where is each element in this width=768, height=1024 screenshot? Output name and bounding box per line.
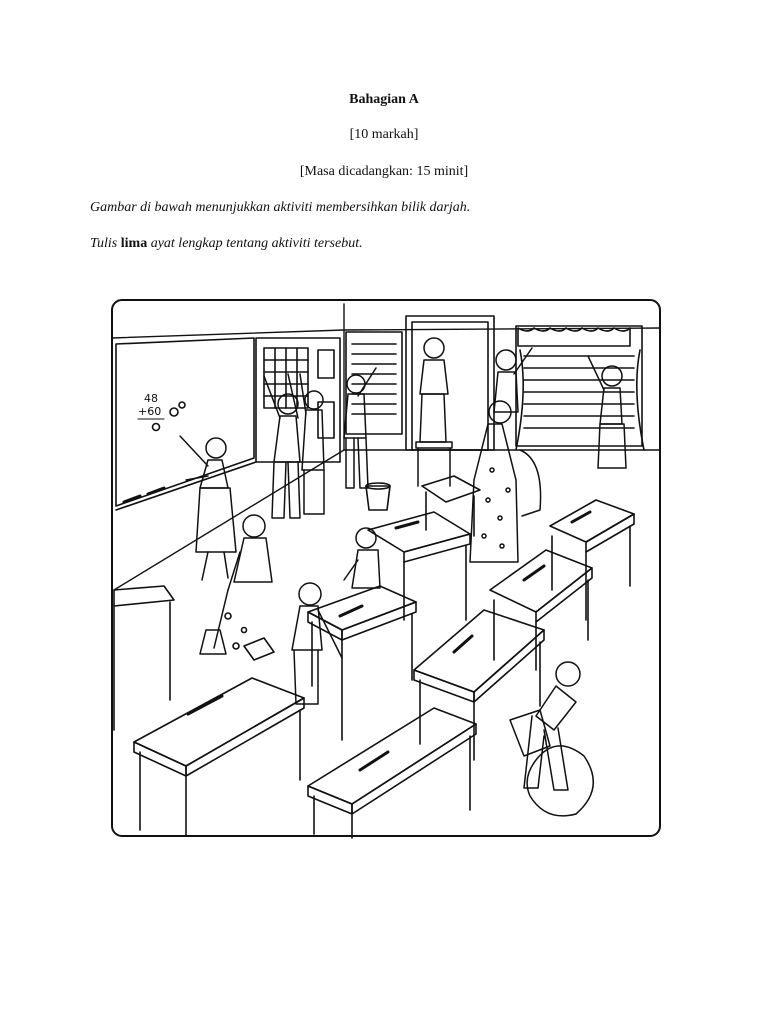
- desk-middle-back: [368, 512, 470, 620]
- instruction-write-sentences: [90, 236, 363, 252]
- floor-rubbish: [225, 613, 274, 660]
- board-sum-top: 48: [144, 392, 158, 405]
- board-sum-bottom: +60: [138, 405, 162, 418]
- desk-front-left: [134, 678, 304, 836]
- window-middle: [346, 332, 402, 434]
- desk-middle: [414, 610, 544, 760]
- suggested-time-label: [Masa dicadangkan: 15 minit]: [299, 164, 469, 179]
- marks-label: [10 markah]: [349, 127, 419, 142]
- pupil-wiping-desk: [344, 528, 380, 588]
- instruction-text-after: ayat lengkap tentang aktiviti tersebut.: [150, 236, 363, 251]
- pupil-sweeping: [200, 515, 272, 654]
- pupil-cleaning-board: [180, 436, 236, 580]
- pupil-with-dustpan: [292, 583, 342, 704]
- pupil-emptying-basket: [510, 662, 593, 816]
- instruction-picture-description: Gambar di bawah menunjukkan aktiviti membersihkan bilik darjah.: [90, 200, 471, 215]
- door: [406, 316, 494, 450]
- teacher: [470, 401, 541, 562]
- cupboard-left: [114, 586, 174, 730]
- instruction-emphasis: lima: [120, 236, 148, 251]
- blackboard: [116, 338, 256, 510]
- room-walls: [112, 304, 660, 590]
- desks: [114, 476, 634, 838]
- people: [180, 338, 626, 816]
- pupil-right-window: [588, 356, 626, 468]
- desk-right: [490, 550, 592, 670]
- bucket: [366, 483, 390, 510]
- pupil-on-chair-door: [416, 338, 452, 486]
- desk-middle-left: [308, 586, 416, 740]
- section-title: Bahagian A: [349, 92, 419, 107]
- pupil-cleaning-window: [344, 368, 376, 488]
- classroom-cleaning-illustration: [104, 290, 668, 850]
- desk-front-middle: [308, 708, 476, 838]
- instruction-text-before: Tulis: [90, 236, 118, 251]
